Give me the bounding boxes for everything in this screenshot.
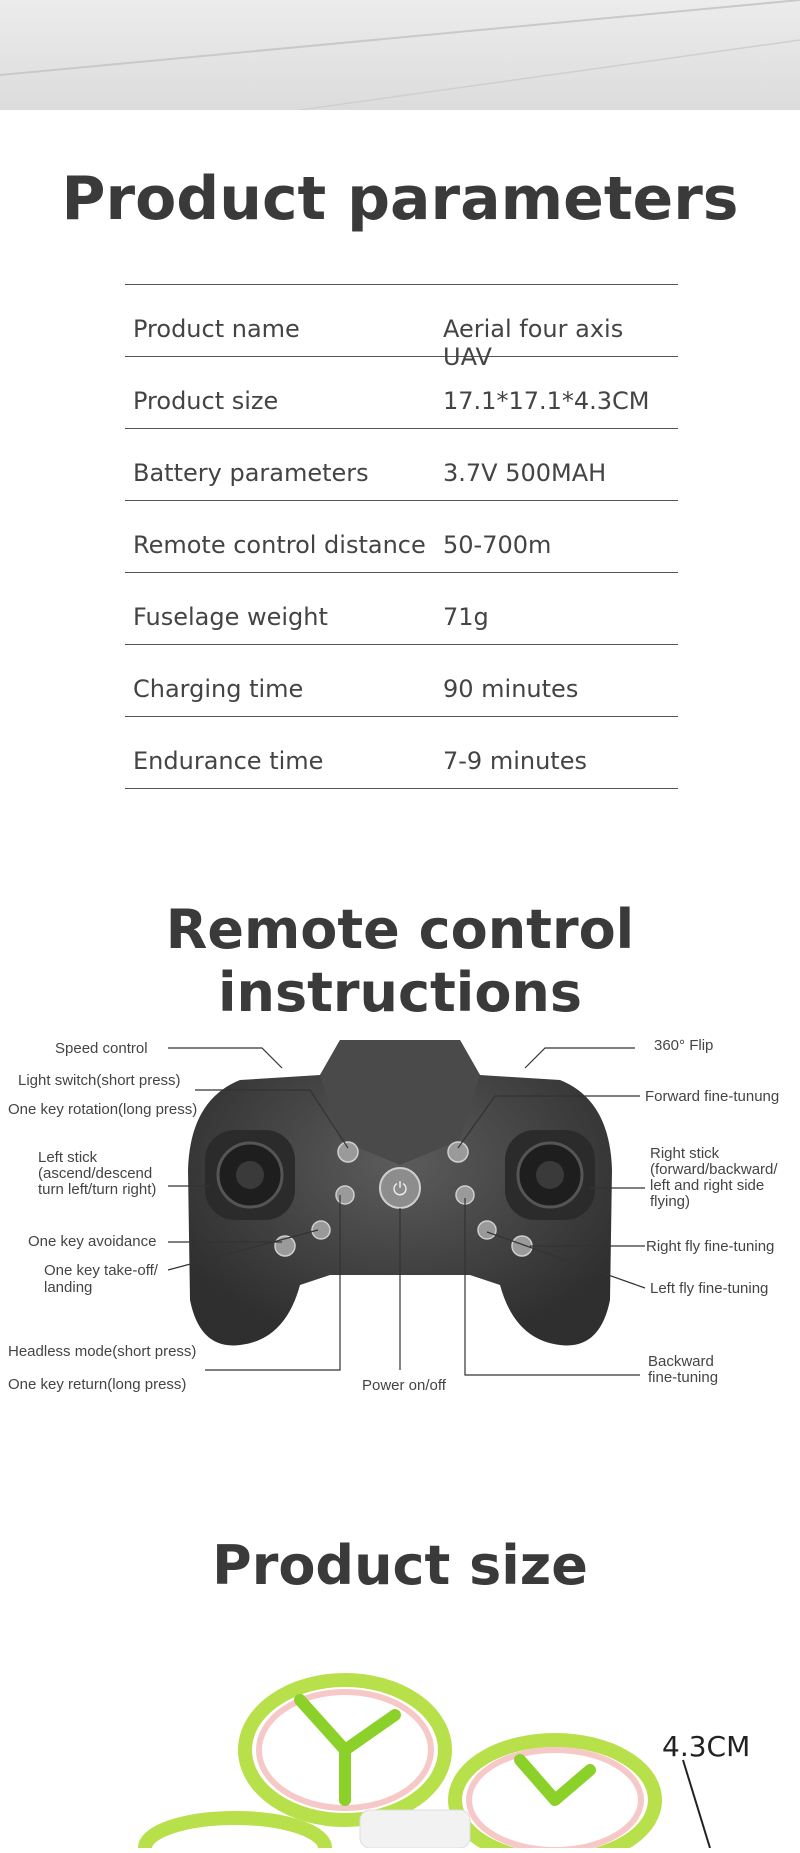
label-take-off-2: landing <box>44 1279 93 1296</box>
param-key: Product name <box>133 315 300 343</box>
table-row <box>125 285 678 371</box>
table-row <box>125 717 678 789</box>
table-row <box>125 645 678 717</box>
table-row <box>125 429 678 501</box>
table-row <box>125 357 678 429</box>
label-light-switch: Light switch(short press) <box>18 1072 181 1089</box>
label-backward-2: fine-tuning <box>648 1369 719 1386</box>
floor-lines <box>0 0 800 110</box>
param-value: 7-9 minutes <box>443 747 587 775</box>
param-value: Aerial four axis UAV <box>443 315 624 371</box>
label-right-stick-4: flying) <box>650 1193 691 1210</box>
label-headless-mode: Headless mode(short press) <box>8 1343 197 1360</box>
label-left-stick-2: (ascend/descend <box>38 1165 153 1182</box>
param-key: Product size <box>133 387 279 415</box>
label-backward: Backward <box>648 1353 714 1370</box>
label-right-stick: Right stick <box>650 1145 720 1162</box>
param-key: Endurance time <box>133 747 324 775</box>
label-left-stick-3: turn left/turn right) <box>38 1181 157 1198</box>
param-value: 71g <box>443 603 489 631</box>
label-speed-control: Speed control <box>55 1040 148 1057</box>
remote-control-illustration <box>0 1020 800 1420</box>
label-flip: 360° Flip <box>654 1037 714 1054</box>
section-title-remote: Remote control instructions <box>165 898 635 1024</box>
hero-image <box>0 0 800 110</box>
param-value: 17.1*17.1*4.3CM <box>443 387 650 415</box>
param-key: Charging time <box>133 675 304 703</box>
section-title-parameters: Product parameters <box>61 164 739 234</box>
label-one-key-return: One key return(long press) <box>8 1376 187 1393</box>
parameters-table <box>125 284 678 789</box>
label-right-stick-3: left and right side <box>650 1177 765 1194</box>
label-right-fly: Right fly fine-tuning <box>646 1238 775 1255</box>
section-title-size: Product size <box>212 1534 588 1597</box>
label-one-key-rotation: One key rotation(long press) <box>8 1101 198 1118</box>
param-value: 3.7V 500MAH <box>443 459 607 487</box>
param-key: Remote control distance <box>133 531 426 559</box>
label-forward-fine: Forward fine-tunung <box>645 1088 780 1105</box>
label-take-off: One key take-off/ <box>44 1262 158 1279</box>
param-value: 50-700m <box>443 531 552 559</box>
label-left-stick: Left stick <box>38 1149 98 1166</box>
remote-diagram <box>0 1020 800 1420</box>
label-left-fly: Left fly fine-tuning <box>650 1280 769 1297</box>
param-key: Fuselage weight <box>133 603 328 631</box>
table-row <box>125 501 678 573</box>
label-right-stick-2: (forward/backward/ <box>650 1161 778 1178</box>
svg-text:⏻: ⏻ <box>392 1179 408 1200</box>
table-row <box>125 573 678 645</box>
param-value: 90 minutes <box>443 675 579 703</box>
label-power: Power on/off <box>362 1377 446 1394</box>
param-key: Battery parameters <box>133 459 369 487</box>
label-one-key-avoidance: One key avoidance <box>28 1233 157 1250</box>
dimension-height: 4.3CM <box>662 1730 751 1763</box>
